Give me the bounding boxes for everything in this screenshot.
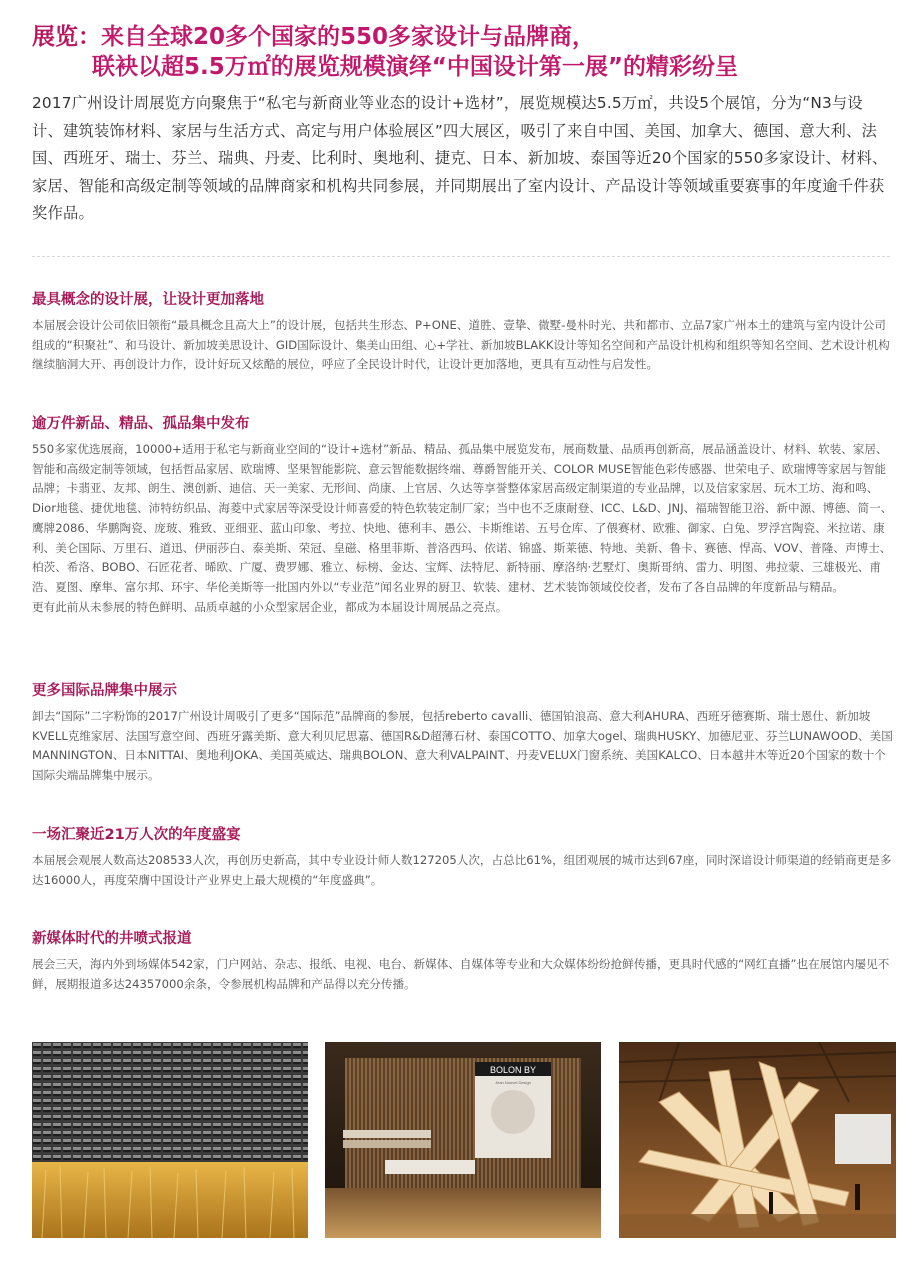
section-body: [32, 316, 894, 375]
section-body: [32, 440, 894, 617]
section-title: 新媒体时代的井喷式报道: [32, 931, 192, 947]
headline-text-1: 来自全球20多个国家的550多家设计与品牌商，: [101, 24, 596, 50]
section-media: [32, 929, 894, 994]
section-paragraph: 本届展会观展人数高达208533人次，再创历史新高，其中专业设计师人数127205人次，占总比61%，组团观展的城市达到67座，同时深谙设计师渠道的经销商更是多达16000人，再度荣膺中国设计产业界史上最大规模的“年度盛典”。: [32, 853, 892, 887]
section-paragraph: 550多家优选展商，10000+适用于私宅与新商业空间的“设计+选材”新品、精品、孤品集中展览发布，展商数量、品质再创新高，展品涵盖设计、材料、软装、家居、智能和高级定制等领域，包括哲品家居、欧瑞博、坚果智能影院、意云智能数据终端、尊爵智能开关、COLOR MUSE智能色彩传感器、世荣电子、欧瑞博等家居与智能品牌；卡翡亚、友邦、朗生、澳创新、迪信、天一美家、无形间、尚康、上官居、久达等享誉整体家居高级定制渠道的专业品牌，以及信家家居、玩木工坊、海和鸣、Dior地毯、捷优地毯、沛特纺织品、海菱中式家居等深受设计师喜爱的特色软装定制厂家；当中也不乏康耐登、ICC、L&D、JNJ、福瑞智能卫浴、新中源、博德、简一、鹰牌2086、华鹏陶瓷、庞玻、雅致、亚细亚、蓝山印象、考拉、快地、德利丰、愚公、卡斯维诺、五号仓库、了偎赛材、欧雅、御家、白兔、罗浮宫陶瓷、米拉诺、康利、美仑国际、万里石、道迅、伊丽莎白、泰美斯、荣冠、皇磁、格里菲斯、普洛西玛、依诺、锦盛、斯莱德、特地、美新、鲁卡、赛德、悍高、VOV、普隆、声博士、柏茨、希洛、BOBO、石匠花者、晞欧、广厦、费罗娜、雅立、标榜、金达、宝辉、法特尼、新特丽、摩洛纳·艺墅灯、奥斯哥纳、雷力、明图、弗拉蒙、三雄极光、甫浩、夏图、摩隼、富尔邦、环宇、华伦美斯等一批国内外以“专业范”闻名业界的厨卫、软装、建材、艺术装饰领域佼佼者，发布了各自品牌的年度新品与精品。: [32, 442, 893, 594]
section-body: [32, 707, 894, 786]
headline-text-2: 联袂以超5.5万㎡的展览规模演绎“中国设计第一展”的精彩纷呈: [92, 54, 738, 80]
section-international-brands: [32, 681, 894, 786]
section-title: 更多国际品牌集中展示: [32, 683, 177, 699]
article-header: [32, 22, 892, 228]
photo-strip: [32, 1042, 896, 1238]
booth-sign-text: BOLON BY: [489, 1065, 537, 1075]
section-paragraph: 展会三天，海内外到场媒体542家，门户网站、杂志、报纸、电视、电台、新媒体、自媒体等专业和大众媒体纷纷抢鲜传播，更具时代感的“网红直播”也在展馆内屡见不鲜，展期报道多达24357000余条，令参展机构品牌和产品得以充分传播。: [32, 957, 890, 991]
section-divider: [32, 256, 890, 257]
section-paragraph: 更有此前从未参展的特色鲜明、品质卓越的小众型家居企业，都成为本届设计周展品之亮点。: [32, 599, 508, 614]
photo-wooden-sculpture: [619, 1042, 896, 1238]
section-paragraph: 本届展会设计公司依旧领衔“最具概念且高大上”的设计展，包括共生形态、P+ONE、道胜、壹挚、微墅-曼朴时光、共和都市、立品7家广州本土的建筑与室内设计公司组成的“积聚社”、和马设计、新加坡美思设计、GID国际设计、集美山田组、心+学社、新加坡BLAKK设计等知名空间和产品设计机构和组织等知名空间、艺术设计机构继续脑洞大开、再创设计力作，设计好玩又炫酷的展位，呼应了全民设计时代，让设计更加落地，更具有互动性与启发性。: [32, 318, 890, 372]
booth-sign-subtext: Jean Nouvel Design: [495, 1080, 531, 1085]
section-concept: [32, 290, 894, 375]
headline-line-2: [32, 52, 892, 82]
photo-wheat-installation: [32, 1042, 308, 1238]
photo-bolon-booth: [325, 1042, 601, 1238]
section-visitors: [32, 825, 894, 890]
section-body: [32, 851, 894, 890]
headline-label: 展览：: [32, 24, 101, 50]
intro-paragraph: 2017广州设计周展览方向聚焦于“私宅与新商业等业态的设计+选材”，展览规模达5.5万㎡，共设5个展馆，分为“N3与设计、建筑装饰材料、家居与生活方式、高定与用户体验展区”四大展区，吸引了来自中国、美国、加拿大、德国、意大利、法国、西班牙、瑞士、芬兰、瑞典、丹麦、比利时、奥地利、捷克、日本、新加坡、泰国等近20个国家的550多家设计、材料、家居、智能和高级定制等领域的品牌商家和机构共同参展，并同期展出了室内设计、产品设计等领域重要赛事的年度逾千件获奖作品。: [32, 94, 888, 222]
section-paragraph: 卸去“国际”二字粉饰的2017广州设计周吸引了更多“国际范”品牌商的参展，包括reberto cavalli、德国铂浪高、意大利AHURA、西班牙德赛斯、瑞士恩仕、新加坡KVELL克维家居、法国写意空间、西班牙露美斯、意大利贝尼思嘉、德国R&D超薄石材、泰国COTTO、加拿大ogel、瑞典HUSKY、加德尼亚、芬兰LUNAWOOD、美国MANNINGTON、日本NITTAI、奥地利JOKA、美国英威达、瑞典BOLON、意大利VALPAINT、丹麦VELUX门窗系统、美国KALCO、日本越井木等近20个国家的数十个国际尖端品牌集中展示。: [32, 709, 893, 783]
section-new-products: [32, 414, 894, 617]
section-title: 一场汇聚近21万人次的年度盛宴: [32, 827, 241, 843]
section-body: [32, 955, 894, 994]
headline-line-1: [32, 22, 892, 52]
section-title: 最具概念的设计展，让设计更加落地: [32, 292, 264, 308]
section-title: 逾万件新品、精品、孤品集中发布: [32, 416, 250, 432]
